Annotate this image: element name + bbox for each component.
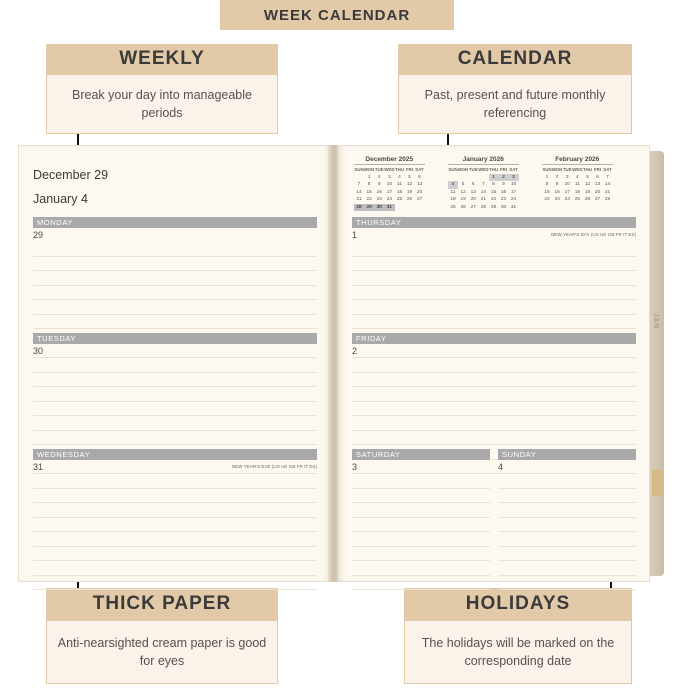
day-header-tuesday: TUESDAY [33, 333, 317, 344]
month-tab-marker[interactable] [652, 470, 664, 496]
day-header-sunday: SUNDAY [498, 449, 636, 460]
week-calendar-title-banner: WEEK CALENDAR [220, 0, 454, 30]
calendar-callout-heading: CALENDAR [398, 44, 632, 74]
side-tab-label: JAN [652, 313, 659, 330]
week-end-date: January 4 [33, 192, 88, 206]
writing-lines-wednesday [33, 474, 317, 590]
week-start-date: December 29 [33, 168, 109, 182]
holidays-callout-heading: HOLIDAYS [404, 588, 632, 620]
mini-calendar-december [354, 156, 425, 211]
day-header-saturday: SATURDAY [352, 449, 490, 460]
day-header-friday: FRIDAY [352, 333, 636, 344]
holiday-note-thursday: NEW YEAR'S DAY (US UK GB FR IT ES) [550, 232, 636, 237]
weekly-callout-body: Break your day into manageable periods [46, 74, 278, 134]
planner-right-page [338, 145, 650, 582]
weekly-callout-heading: WEEKLY [46, 44, 278, 74]
calendar-callout-body: Past, present and future monthly referencing [398, 74, 632, 134]
planner-left-page [18, 145, 330, 582]
notebook-cover-edge [650, 151, 664, 576]
day-header-wednesday: WEDNESDAY [33, 449, 317, 460]
mini-calendar-january [448, 156, 519, 211]
mini-calendar-december-grid: SUN MON TUE WED THU FRI SAT 1 2 3 4 5 6 7 8 9 10 11 12 13 14 15 16 17 18 19 20 21 22 23 24 25 26 27 28 29 30 31 [354, 167, 424, 210]
day-number-monday: 29 [33, 230, 44, 240]
mini-calendar-december-title: December 2025 [354, 156, 425, 165]
mini-calendar-february-title: February 2026 [542, 156, 613, 165]
holiday-note-wednesday: NEW YEAR'S EVE (US UK GB FR IT ES) [231, 464, 317, 469]
mini-calendar-february [542, 156, 613, 204]
mini-calendar-january-grid: SUN MON TUE WED THU FRI SAT 1 2 3 4 5 6 7 8 9 10 11 12 13 14 15 16 17 18 19 20 21 22 23 24 25 26 27 28 29 30 31 [448, 167, 518, 210]
writing-lines-sunday [498, 474, 636, 590]
thick-paper-callout-heading: THICK PAPER [46, 588, 278, 620]
thick-paper-callout-body: Anti-nearsighted cream paper is good for eyes [46, 620, 278, 684]
day-header-monday: MONDAY [33, 217, 317, 228]
day-number-tuesday: 30 [33, 346, 44, 356]
planner-spread [18, 145, 662, 582]
writing-lines-saturday [352, 474, 490, 590]
day-number-saturday: 3 [352, 462, 358, 472]
day-header-thursday: THURSDAY [352, 217, 636, 228]
day-number-sunday: 4 [498, 462, 504, 472]
holidays-callout-body: The holidays will be marked on the corresponding date [404, 620, 632, 684]
mini-calendar-february-grid: SUN MON TUE WED THU FRI SAT 1 2 3 4 5 6 7 8 9 10 11 12 13 14 15 16 17 18 19 20 21 22 23 24 25 26 27 28 [542, 167, 612, 203]
day-number-wednesday: 31 [33, 462, 44, 472]
day-number-thursday: 1 [352, 230, 358, 240]
day-number-friday: 2 [352, 346, 358, 356]
mini-calendar-january-title: January 2026 [448, 156, 519, 165]
